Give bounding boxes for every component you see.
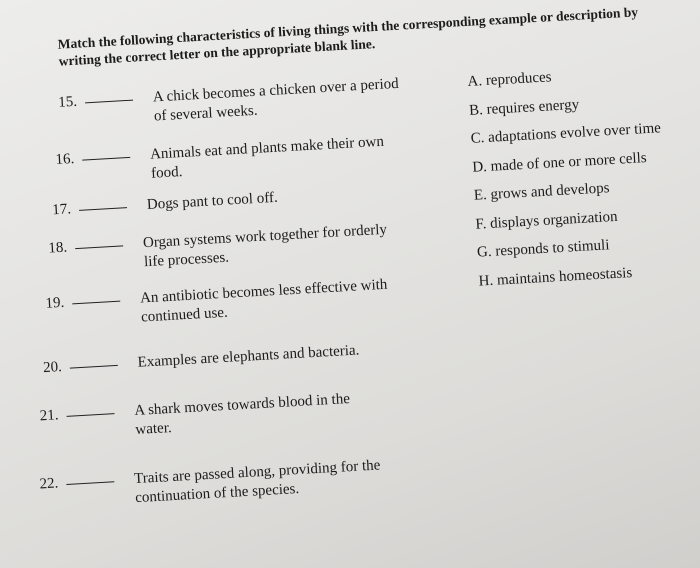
question-number: 16. <box>55 151 75 169</box>
option-b: B. requires energy <box>468 96 580 119</box>
question-item-22 <box>24 456 386 514</box>
question-text: A shark moves towards blood in the water. <box>133 391 351 439</box>
question-text: Traits are passed along, providing for the continuation of the species. <box>133 457 381 507</box>
question-number: 15. <box>57 93 78 111</box>
question-number: 21. <box>39 407 59 425</box>
answer-blank[interactable] <box>79 197 128 211</box>
question-item-15 <box>43 75 405 133</box>
question-number: 19. <box>45 294 65 312</box>
answer-blank[interactable] <box>69 355 118 369</box>
instructions: Match the following characteristics of living things with the corresponding example or description by writing the correct letter on the appropriate blank line. <box>57 4 639 69</box>
answer-blank[interactable] <box>75 235 124 249</box>
answer-blank[interactable] <box>66 471 115 485</box>
question-number: 20. <box>42 359 63 377</box>
question-text: Animals eat and plants make their own food. <box>149 133 385 182</box>
answer-blank[interactable] <box>85 90 134 104</box>
answer-blank[interactable] <box>82 147 131 161</box>
question-text: Dogs pant to cool off. <box>146 189 279 214</box>
question-text: A chick becomes a chicken over a period of several weeks. <box>152 75 400 125</box>
answer-blank[interactable] <box>66 403 115 417</box>
question-item-17 <box>37 182 397 221</box>
question-text: Examples are elephants and bacteria. <box>137 342 360 371</box>
question-number: 18. <box>47 239 68 257</box>
answer-blank[interactable] <box>72 291 121 305</box>
question-item-21 <box>24 388 386 446</box>
option-h: H. maintains homeostasis <box>478 264 633 290</box>
option-a: A. reproduces <box>467 69 552 90</box>
option-c: C. adaptations evolve over time <box>470 120 662 147</box>
answer-options <box>467 57 670 295</box>
option-e: E. grows and develops <box>473 180 610 204</box>
question-number: 17. <box>51 201 72 219</box>
question-item-16 <box>40 132 402 190</box>
option-f: F. displays organization <box>475 208 618 233</box>
question-number: 22. <box>39 475 59 493</box>
option-d: D. made of one or more cells <box>471 149 648 176</box>
option-g: G. responds to stimuli <box>476 237 610 261</box>
question-text: Organ systems work together for orderly life processes. <box>142 221 388 271</box>
question-item-20 <box>27 340 387 379</box>
question-item-18 <box>33 220 395 278</box>
question-item-19 <box>30 276 392 334</box>
question-text: An antibiotic becomes less effective with continued use. <box>139 276 388 326</box>
